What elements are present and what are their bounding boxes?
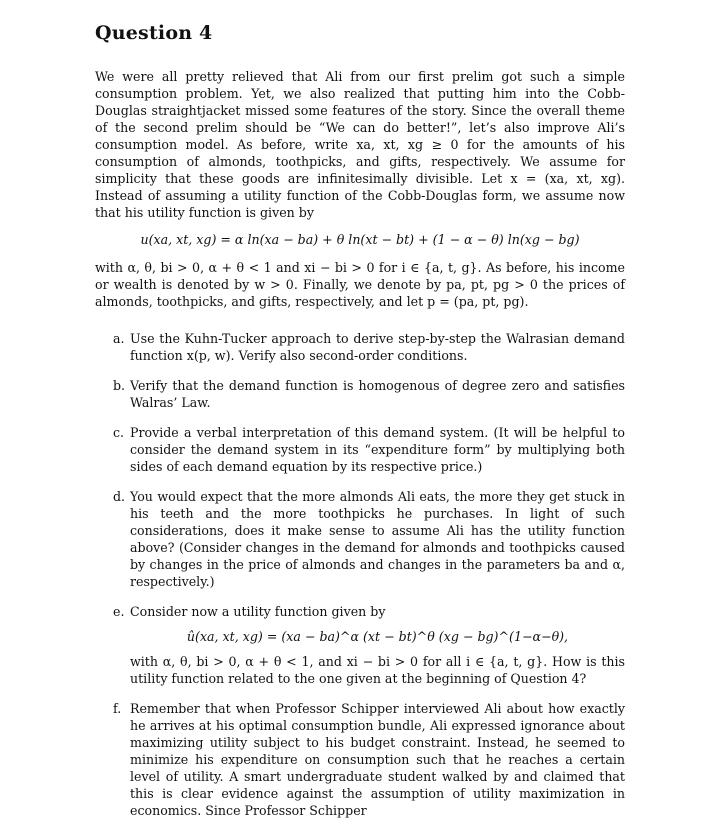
assumptions-paragraph: with α, θ, bi > 0, α + θ < 1 and xi − bi > 0 for i ∈ {a, t, g}. As before, his income or wealth is denoted by w > 0. Finally, we denote by pa, pt, pg > 0 the prices of almonds, toothpicks, and gifts, respectively, and let p = (pa, pt, pg). (95, 260, 625, 309)
cobb-douglas-equation: û(xa, xt, xg) = (xa − ba)^α (xt − bt)^θ (xg − bg)^(1−α−θ), (186, 629, 569, 644)
item-text: Provide a verbal interpretation of this demand system. (It will be helpful to consider the demand system in its “expenditure form” by multiplying both sides of each demand equation by its respective price.) (130, 425, 625, 474)
sub-question-f (95, 700, 625, 819)
item-label: a. (113, 331, 125, 346)
utility-equation: u(xa, xt, xg) = α ln(xa − ba) + θ ln(xt − bt) + (1 − α − θ) ln(xg − bg) (140, 232, 580, 247)
item-label: f. (113, 701, 122, 716)
sub-question-a (95, 330, 625, 364)
item-text: Use the Kuhn-Tucker approach to derive step-by-step the Walrasian demand function x(p, w). Verify also second-order conditions. (130, 331, 625, 363)
sub-question-b (95, 377, 625, 411)
intro-paragraph: We were all pretty relieved that Ali from our first prelim got such a simple consumption problem. Yet, we also realized that putting him into the Cobb-Douglas straightjacket missed some features of the story. Since the overall theme of the second prelim should be “We can do better!”, let’s also improve Ali’s consumption model. As before, write xa, xt, xg ≥ 0 for the amounts of his consumption of almonds, toothpicks, and gifts, respectively. We assume for simplicity that these goods are infinitesimally divisible. Let x = (xa, xt, xg). Instead of assuming a utility function of the Cobb-Douglas form, we assume now that his utility function is given by (95, 69, 625, 220)
item-text-continued: with α, θ, bi > 0, α + θ < 1, and xi − bi > 0 for all i ∈ {a, t, g}. How is this utility function related to the one given at the beginning of Question 4? (130, 654, 625, 686)
document-page (95, 22, 625, 832)
item-label: e. (113, 604, 125, 619)
sub-question-e (95, 603, 625, 687)
item-label: c. (113, 425, 125, 440)
item-label: b. (113, 378, 126, 393)
sub-question-d (95, 488, 625, 590)
item-text: Consider now a utility function given by (130, 604, 386, 619)
sub-question-list (95, 330, 625, 819)
item-label: d. (113, 489, 126, 504)
sub-question-c (95, 424, 625, 475)
item-text: Remember that when Professor Schipper interviewed Ali about how exactly he arrives at his optimal consumption bundle, Ali expressed ignorance about maximizing utility subject to his budget constraint. Instead, he seemed to minimize his expenditure on consumption such that he reaches a certain level of utility. A smart undergraduate student walked by and claimed that this is clear evidence against the assumption of utility maximization in economics. Since Professor Schipper (130, 701, 625, 818)
item-text: Verify that the demand function is homogenous of degree zero and satisfies Walras’ Law. (130, 378, 625, 410)
item-text: You would expect that the more almonds Ali eats, the more they get stuck in his teeth and the more toothpicks he purchases. In light of such considerations, does it make sense to assume Ali has the utility function above? (Consider changes in the demand for almonds and toothpicks caused by changes in the price of almonds and changes in the parameters ba and α, respectively.) (130, 489, 625, 589)
question-title: Question 4 (95, 22, 213, 44)
